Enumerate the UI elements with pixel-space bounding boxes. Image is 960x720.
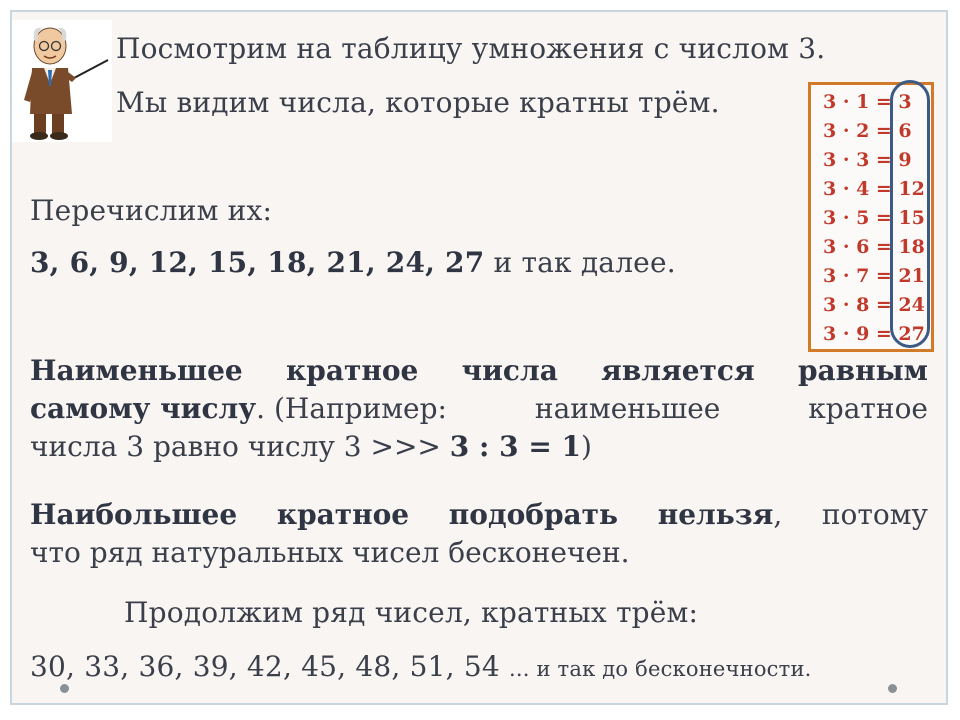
word: . (Например: (256, 392, 447, 425)
word: что ряд натуральных чисел бесконечен. (30, 536, 630, 569)
word: , (773, 498, 783, 531)
least-multiple-paragraph (30, 352, 928, 466)
word: потому (821, 498, 928, 531)
results-highlight-oval (890, 80, 930, 348)
table-row: 3 · 4 = 12 (823, 178, 925, 200)
table-row: 3 · 1 = 3 (823, 91, 912, 113)
word: Наибольшее (30, 498, 238, 531)
intro-line-1: Посмотрим на таблицу умножения с числом 3. (116, 32, 826, 65)
least-row-2 (30, 390, 928, 428)
least-row-1 (30, 352, 928, 390)
corner-dot-left (60, 684, 69, 693)
multiples-numbers: 3, 6, 9, 12, 15, 18, 21, 24, 27 (30, 246, 485, 279)
continued-numbers: 30, 33, 36, 39, 42, 45, 48, 51, 54 (30, 650, 509, 683)
continued-tail: ... и так до бесконечности. (508, 657, 812, 681)
teacher-illustration (12, 20, 112, 142)
multiples-tail: и так далее. (493, 246, 676, 279)
table-row: 3 · 2 = 6 (823, 120, 912, 142)
word: является (601, 354, 755, 387)
table-row: 3 · 9 = 27 (823, 323, 925, 345)
continued-series (30, 650, 812, 683)
table-row: 3 · 8 = 24 (823, 294, 925, 316)
word: Наименьшее (30, 354, 243, 387)
intro-line-2: Мы видим числа, которые кратны трём. (116, 86, 720, 119)
word: нельзя (657, 498, 774, 531)
word: наименьшее (534, 392, 721, 425)
table-row: 3 · 5 = 15 (823, 207, 925, 229)
word: числа 3 равно числу 3 >>> (30, 430, 450, 463)
greatest-multiple-paragraph (30, 496, 928, 572)
word: ) (581, 430, 592, 463)
continue-heading: Продолжим ряд чисел, кратных трём: (124, 596, 699, 629)
table-row: 3 · 6 = 18 (823, 236, 925, 258)
word: кратное (276, 498, 410, 531)
word: кратное (286, 354, 419, 387)
table-row: 3 · 7 = 21 (823, 265, 925, 287)
word: самому числу (30, 392, 257, 425)
word: кратное (808, 392, 928, 425)
corner-dot-right (888, 684, 897, 693)
word: подобрать (448, 498, 619, 531)
table-row: 3 · 3 = 9 (823, 149, 912, 171)
greatest-row-1 (30, 496, 928, 534)
multiples-list (30, 246, 676, 279)
word: числа (461, 354, 558, 387)
equation: 3 : 3 = 1 (449, 430, 582, 463)
word: равным (797, 354, 928, 387)
least-row-3 (30, 428, 928, 466)
list-header: Перечислим их: (30, 194, 273, 227)
greatest-row-2 (30, 534, 928, 572)
